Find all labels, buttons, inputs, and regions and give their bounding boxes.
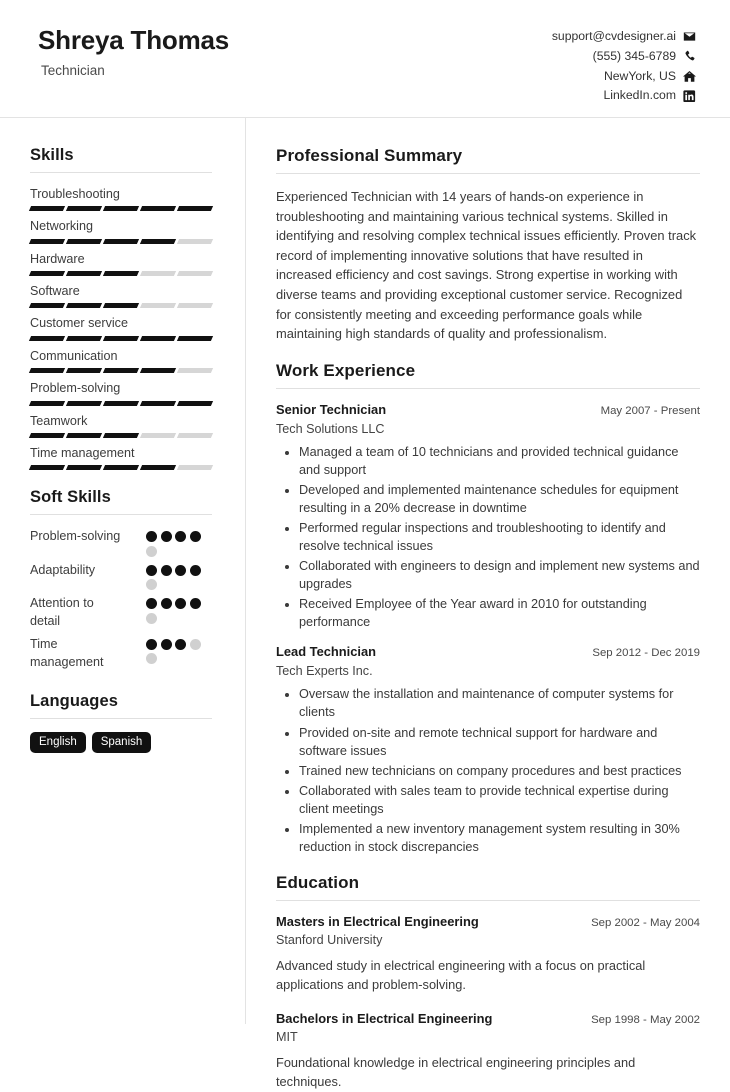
education-degree: Masters in Electrical Engineering xyxy=(276,913,479,929)
skill-item xyxy=(30,445,245,470)
skill-bar-segment xyxy=(103,401,139,406)
work-role: Senior Technician xyxy=(276,401,387,417)
skill-bar-segment xyxy=(140,368,176,373)
home-icon xyxy=(683,70,696,83)
skills-heading: Skills xyxy=(30,146,74,164)
languages-section xyxy=(30,692,245,754)
skill-bar-segment xyxy=(103,303,139,308)
skill-bar-segment xyxy=(177,433,213,438)
skill-label: Troubleshooting xyxy=(30,187,120,201)
soft-skills-section xyxy=(30,488,245,672)
skill-bar-segment xyxy=(140,433,176,438)
skill-bar-segment xyxy=(29,368,65,373)
skill-label: Teamwork xyxy=(30,413,88,428)
skill-level-bar xyxy=(30,303,212,308)
skill-bar-segment xyxy=(66,401,102,406)
identity-block xyxy=(38,26,229,78)
work-bullet: • Collaborated with engineers to design and implement new systems and upgrades xyxy=(299,557,700,593)
rating-dot xyxy=(146,565,157,576)
resume-header xyxy=(0,0,730,118)
skill-label: Customer service xyxy=(30,316,128,331)
skill-bar-segment xyxy=(140,465,176,470)
education-description: Advanced study in electrical engineering with a focus on practical applications and problem-solving. xyxy=(276,957,646,992)
rating-dot xyxy=(175,639,186,650)
contact-list xyxy=(552,26,696,104)
soft-skills-list xyxy=(30,528,245,672)
work-bullet: • Implemented a new inventory management system resulting in 30% reduction in stock discrepancies xyxy=(299,820,700,856)
rating-dot xyxy=(146,546,157,557)
rating-dot xyxy=(161,639,172,650)
skill-bar-segment xyxy=(66,271,102,276)
skill-bar-segment xyxy=(66,303,102,308)
education-entry xyxy=(276,1011,700,1092)
skill-bar-segment xyxy=(177,303,213,308)
soft-skill-label: Adaptability xyxy=(30,562,96,577)
rating-dot xyxy=(146,653,157,664)
skill-level-bar xyxy=(30,433,212,438)
contact-row[interactable] xyxy=(552,29,696,44)
work-bullet: • Oversaw the installation and maintenance of computer systems for clients xyxy=(299,685,700,721)
skill-label: Time management xyxy=(30,445,135,460)
skill-item xyxy=(30,380,245,405)
work-bullet-list xyxy=(276,443,700,631)
work-entry-header xyxy=(276,402,700,419)
rating-dot xyxy=(190,639,201,650)
skill-item xyxy=(30,251,245,276)
education-heading: Education xyxy=(276,872,360,892)
work-bullet: • Trained new technicians on company procedures and best practices xyxy=(299,762,700,780)
work-entry xyxy=(276,402,700,631)
language-tag[interactable]: English xyxy=(30,732,86,754)
work-heading: Work Experience xyxy=(276,360,416,380)
summary-text: Experienced Technician with 14 years of hands-on experience in troubleshooting and maintaining various technical systems. Skilled in identifying and resolving complex technical issues efficiently. Proven track record of implementing innovative solutions that have resulted in increased efficiency and cost savings. Strong expertise in working with diverse teams and providing exceptional customer service. Recognized for consistently meeting and exceeding performance goals while maintaining high standards of quality and professionalism. xyxy=(276,189,697,342)
skill-level-bar xyxy=(30,271,212,276)
skill-bar-segment xyxy=(103,433,139,438)
skills-list xyxy=(30,186,245,470)
rating-dot xyxy=(146,598,157,609)
work-role: Lead Technician xyxy=(276,644,377,660)
skill-bar-segment xyxy=(103,336,139,341)
rating-dot xyxy=(190,531,201,542)
contact-text: NewYork, US xyxy=(603,68,676,83)
language-tag[interactable]: Spanish xyxy=(92,732,152,754)
professional-summary-section xyxy=(276,146,700,344)
skill-bar-segment xyxy=(140,239,176,244)
soft-skills-heading: Soft Skills xyxy=(30,488,111,507)
work-company: Tech Experts Inc. xyxy=(276,664,373,679)
soft-skill-rating xyxy=(146,528,212,557)
skill-item xyxy=(30,283,245,308)
soft-skill-item xyxy=(30,636,212,672)
work-bullet: • Managed a team of 10 technicians and provided technical guidance and support xyxy=(299,443,700,479)
work-experience-section xyxy=(276,361,700,856)
skill-bar-segment xyxy=(177,401,213,406)
contact-row[interactable] xyxy=(604,88,697,103)
skill-bar-segment xyxy=(140,206,176,211)
skill-bar-segment xyxy=(103,271,139,276)
work-bullet: • Provided on-site and remote technical support for hardware and software issues xyxy=(299,724,700,760)
skill-bar-segment xyxy=(177,271,213,276)
education-divider xyxy=(276,900,700,901)
main-column xyxy=(246,118,730,1089)
skill-item xyxy=(30,315,245,340)
skill-bar-segment xyxy=(29,303,65,308)
skill-item xyxy=(30,348,245,373)
education-entry-list xyxy=(276,914,700,1092)
work-bullet: • Collaborated with sales team to provide technical expertise during client meetings xyxy=(299,782,700,818)
rating-dot xyxy=(175,531,186,542)
rating-dot xyxy=(190,565,201,576)
skill-bar-segment xyxy=(66,239,102,244)
skill-bar-segment xyxy=(103,465,139,470)
work-bullet-list xyxy=(276,685,700,855)
work-bullet: • Developed and implemented maintenance schedules for equipment resulting in a 20% decrease in downtime xyxy=(299,481,700,517)
soft-skill-rating xyxy=(146,562,212,591)
contact-text: LinkedIn.com xyxy=(603,88,676,103)
skill-item xyxy=(30,413,245,438)
skill-bar-segment xyxy=(140,303,176,308)
skill-label: Software xyxy=(30,284,80,299)
soft-skill-item xyxy=(30,562,212,591)
candidate-name: Shreya Thomas xyxy=(38,25,230,55)
language-tag-list xyxy=(30,732,245,754)
work-bullet: • Received Employee of the Year award in 2010 for outstanding performance xyxy=(299,595,700,631)
languages-heading: Languages xyxy=(30,691,119,710)
education-date-range: Sep 1998 - May 2002 xyxy=(591,1013,700,1026)
rating-dot xyxy=(146,639,157,650)
work-entry xyxy=(276,644,700,855)
education-description: Foundational knowledge in electrical engineering principles and techniques. xyxy=(276,1054,636,1089)
sidebar xyxy=(0,118,246,1024)
skill-label: Hardware xyxy=(30,251,85,266)
rating-dot xyxy=(175,565,186,576)
education-entry xyxy=(276,914,700,995)
skill-bar-segment xyxy=(29,206,65,211)
resume-body xyxy=(0,118,730,1089)
contact-row[interactable] xyxy=(593,49,696,64)
education-date-range: Sep 2002 - May 2004 xyxy=(591,916,700,929)
skill-bar-segment xyxy=(103,206,139,211)
contact-text: (555) 345-6789 xyxy=(592,48,676,63)
skill-bar-segment xyxy=(177,336,213,341)
skill-bar-segment xyxy=(66,206,102,211)
work-entry-list xyxy=(276,402,700,856)
languages-divider xyxy=(30,718,212,719)
rating-dot xyxy=(146,531,157,542)
summary-heading: Professional Summary xyxy=(276,146,463,165)
soft-skill-label: Problem-solving xyxy=(30,529,121,544)
skill-bar-segment xyxy=(66,433,102,438)
skill-bar-segment xyxy=(103,368,139,373)
skill-label: Communication xyxy=(30,348,118,363)
rating-dot xyxy=(190,598,201,609)
candidate-job-title: Technician xyxy=(41,62,105,78)
skills-section xyxy=(30,146,245,470)
work-company: Tech Solutions LLC xyxy=(276,421,385,436)
education-school: Stanford University xyxy=(276,933,383,948)
skill-bar-segment xyxy=(66,368,102,373)
education-section xyxy=(276,873,700,1092)
envelope-icon xyxy=(683,30,696,43)
skill-bar-segment xyxy=(177,239,213,244)
skill-bar-segment xyxy=(103,239,139,244)
soft-skill-rating xyxy=(146,636,212,665)
soft-skill-item xyxy=(30,595,212,631)
education-degree: Bachelors in Electrical Engineering xyxy=(276,1010,493,1026)
skill-label: Networking xyxy=(30,219,93,234)
skill-bar-segment xyxy=(29,433,65,438)
skill-level-bar xyxy=(30,465,212,470)
rating-dot xyxy=(161,598,172,609)
skill-bar-segment xyxy=(29,465,65,470)
education-entry-header xyxy=(276,1011,700,1028)
skill-bar-segment xyxy=(66,465,102,470)
skill-bar-segment xyxy=(177,465,213,470)
soft-skill-label: Attention to detail xyxy=(30,596,94,629)
work-entry-header xyxy=(276,644,700,661)
skill-level-bar xyxy=(30,368,212,373)
work-bullet: • Performed regular inspections and troubleshooting to identify and resolve technical issues xyxy=(299,519,700,555)
rating-dot xyxy=(175,598,186,609)
work-date-range: May 2007 - Present xyxy=(600,404,700,417)
skill-bar-segment xyxy=(140,271,176,276)
skill-level-bar xyxy=(30,206,212,211)
skill-level-bar xyxy=(30,239,212,244)
skill-bar-segment xyxy=(177,368,213,373)
skill-item xyxy=(30,186,245,211)
skills-divider xyxy=(30,172,212,173)
skill-bar-segment xyxy=(29,271,65,276)
skill-level-bar xyxy=(30,401,212,406)
skill-label: Problem-solving xyxy=(30,381,121,396)
work-divider xyxy=(276,388,700,389)
education-entry-header xyxy=(276,914,700,931)
rating-dot xyxy=(146,579,157,590)
soft-skills-divider xyxy=(30,514,212,515)
skill-bar-segment xyxy=(29,239,65,244)
soft-skill-item xyxy=(30,528,212,557)
linkedin-icon xyxy=(683,89,696,102)
skill-bar-segment xyxy=(29,336,65,341)
skill-bar-segment xyxy=(140,401,176,406)
rating-dot xyxy=(161,531,172,542)
skill-item xyxy=(30,218,245,243)
contact-row[interactable] xyxy=(604,69,696,84)
skill-level-bar xyxy=(30,336,212,341)
work-date-range: Sep 2012 - Dec 2019 xyxy=(592,647,700,660)
contact-text: support@cvdesigner.ai xyxy=(551,29,676,43)
soft-skill-rating xyxy=(146,595,212,624)
skill-bar-segment xyxy=(29,401,65,406)
skill-bar-segment xyxy=(66,336,102,341)
soft-skill-label: Time management xyxy=(30,636,104,669)
education-school: MIT xyxy=(276,1030,298,1045)
skill-bar-segment xyxy=(140,336,176,341)
phone-icon xyxy=(683,50,696,63)
summary-divider xyxy=(276,173,700,174)
rating-dot xyxy=(161,565,172,576)
rating-dot xyxy=(146,613,157,624)
skill-bar-segment xyxy=(177,206,213,211)
